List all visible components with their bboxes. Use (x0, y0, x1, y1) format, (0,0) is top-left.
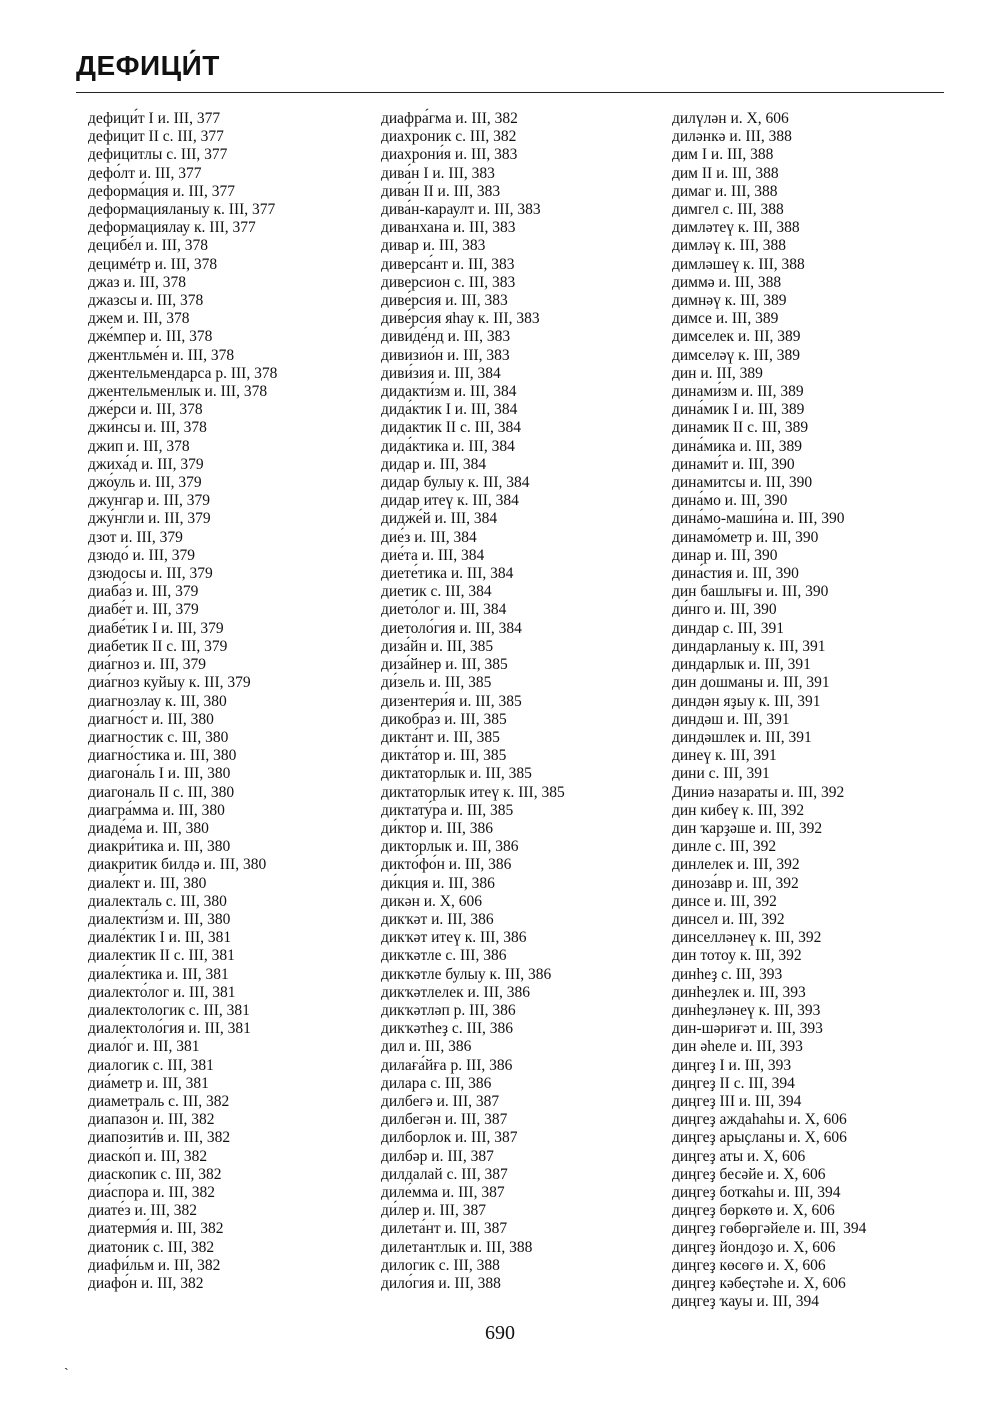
index-entry: дие́з и. III, 384 (381, 528, 477, 546)
index-entry: диңгеҙ боткаһы и. III, 394 (672, 1183, 841, 1201)
index-entry: диабе́тик I и. III, 379 (88, 619, 224, 637)
index-entry: джи́нсы и. III, 378 (88, 419, 207, 437)
index-entry: диалекти́зм и. III, 380 (88, 910, 231, 928)
index-entry: дива́н II и. III, 383 (381, 182, 501, 200)
index-entry: деформацияланыу к. III, 377 (88, 201, 276, 219)
index-entry: дилдалай с. III, 387 (381, 1165, 508, 1183)
index-entry: диафо́н и. III, 382 (88, 1275, 204, 1292)
index-entry: динсе и. III, 392 (672, 892, 777, 910)
index-entry: диктаторлык итеү к. III, 385 (381, 783, 565, 801)
index-entry: диетик с. III, 384 (381, 583, 492, 601)
index-entry: диа́гноз и. III, 379 (88, 656, 206, 674)
index-entry: дже́мпер и. III, 378 (88, 328, 213, 346)
index-entry: Диниә назараты и. III, 392 (672, 783, 845, 801)
index-entry: диза́йн и. III, 385 (381, 637, 494, 655)
index-entry: димсе и. III, 389 (672, 310, 779, 328)
index-entry: диалекто́лог и. III, 381 (88, 983, 236, 1001)
index-entry: дже́рси и. III, 378 (88, 401, 203, 419)
index-entry: дие́та и. III, 384 (381, 546, 485, 564)
index-entry: диа́гноз куйыу к. III, 379 (88, 674, 251, 692)
index-entry: дикән и. X, 606 (381, 892, 482, 910)
index-entry: диафра́гма и. III, 382 (381, 110, 518, 127)
index-entry: диве́рсия яһау к. III, 383 (381, 310, 540, 328)
index-column-1 (88, 110, 277, 1293)
index-entry: дзюдо́ и. III, 379 (88, 546, 196, 564)
index-entry: динамик II с. III, 389 (672, 419, 809, 437)
index-entry: диңгеҙ III и. III, 394 (672, 1092, 802, 1110)
index-entry: диагно́ст и. III, 380 (88, 710, 214, 728)
index-entry: джем и. III, 378 (88, 310, 190, 328)
index-entry: ди́ктор и. III, 386 (381, 819, 493, 837)
index-entry: диаско́п и. III, 382 (88, 1147, 208, 1165)
index-entry: деформа́ция и. III, 377 (88, 182, 235, 200)
index-entry: динһеҙләнеү к. III, 393 (672, 1001, 821, 1019)
index-entry: динамитсы и. III, 390 (672, 474, 813, 492)
index-entry: диало́г и. III, 381 (88, 1038, 200, 1056)
index-entry: диаде́ма и. III, 380 (88, 819, 209, 837)
index-entry: дидар и. III, 384 (381, 455, 487, 473)
index-entry: диахрони́я и. III, 383 (381, 146, 518, 164)
index-entry: дидактик II с. III, 384 (381, 419, 522, 437)
index-entry: дзот и. III, 379 (88, 528, 183, 546)
index-entry: дивар и. III, 383 (381, 237, 486, 255)
index-entry: диале́ктик I и. III, 381 (88, 929, 232, 947)
index-entry: диңгеҙ кәбеҫтәһе и. X, 606 (672, 1275, 846, 1292)
index-entry: ди́лер и. III, 387 (381, 1202, 486, 1220)
index-entry: димселек и. III, 389 (672, 328, 801, 346)
index-entry: дилогик с. III, 388 (381, 1256, 500, 1274)
index-entry: диңгеҙ бесәйе и. X, 606 (672, 1165, 826, 1183)
index-entry: диабе́т и. III, 379 (88, 601, 199, 619)
header-rule (76, 92, 944, 93)
index-entry: диагона́ль I и. III, 380 (88, 765, 231, 783)
index-entry: диңгеҙ аждаһаһы и. X, 606 (672, 1111, 847, 1129)
index-entry: диләнкә и. III, 388 (672, 128, 792, 146)
index-entry: диви́зия и. III, 384 (381, 364, 501, 382)
index-entry: диндарлык и. III, 391 (672, 656, 811, 674)
index-entry: диабетик II с. III, 379 (88, 637, 228, 655)
index-entry: динеү к. III, 391 (672, 747, 777, 765)
index-entry: диңгеҙ бөркөтө и. X, 606 (672, 1202, 835, 1220)
index-entry: диагно́стика и. III, 380 (88, 747, 237, 765)
index-entry: дивизио́н и. III, 383 (381, 346, 510, 364)
index-entry: диатоник с. III, 382 (88, 1238, 215, 1256)
index-entry: дикҡәтлелек и. III, 386 (381, 983, 531, 1001)
index-entry: дилбегә и. III, 387 (381, 1092, 500, 1110)
index-entry: диакри́тика и. III, 380 (88, 838, 231, 856)
index-entry: диверсион с. III, 383 (381, 273, 516, 291)
index-entry: дидакти́зм и. III, 384 (381, 383, 517, 401)
index-entry: джу́нгли и. III, 379 (88, 510, 211, 528)
index-entry: дизентери́я и. III, 385 (381, 692, 522, 710)
index-entry: диаметраль с. III, 382 (88, 1092, 230, 1110)
index-entry: диңгеҙ көсөгө и. X, 606 (672, 1256, 826, 1274)
index-entry: диате́з и. III, 382 (88, 1202, 198, 1220)
index-entry: джиха́д и. III, 379 (88, 455, 204, 473)
index-entry: диаскопик с. III, 382 (88, 1165, 222, 1183)
index-entry: дикҡәтләп р. III, 386 (381, 1001, 516, 1019)
index-entry: джунгар и. III, 379 (88, 492, 211, 510)
index-entry: динле с. III, 392 (672, 838, 777, 856)
index-entry: дина́мо-маши́на и. III, 390 (672, 510, 845, 528)
index-entry: дин башлығы и. III, 390 (672, 583, 829, 601)
index-entry: диверса́нт и. III, 383 (381, 255, 515, 273)
index-entry: дикобра́з и. III, 385 (381, 710, 507, 728)
index-entry: дикҡәт итеү к. III, 386 (381, 929, 527, 947)
index-entry: диңгеҙ I и. III, 393 (672, 1056, 792, 1074)
index-entry: динсел и. III, 392 (672, 910, 785, 928)
index-entry: диңгеҙ гөбөргәйеле и. III, 394 (672, 1220, 867, 1238)
index-entry: диве́рсия и. III, 383 (381, 292, 508, 310)
index-entry: димләтеү к. III, 388 (672, 219, 800, 237)
index-entry: диндәшлек и. III, 391 (672, 728, 812, 746)
index-column-3 (672, 110, 866, 1311)
index-entry: дим I и. III, 388 (672, 146, 774, 164)
index-entry: дим II и. III, 388 (672, 164, 779, 182)
index-entry: дило́гия и. III, 388 (381, 1275, 501, 1292)
index-entry: диале́ктика и. III, 381 (88, 965, 229, 983)
index-entry: диетоло́гия и. III, 384 (381, 619, 522, 637)
index-entry: димнәү к. III, 389 (672, 292, 787, 310)
index-entry: диктату́ра и. III, 385 (381, 801, 514, 819)
index-entry: диагональ II с. III, 380 (88, 783, 235, 801)
index-entry: дин тотоу к. III, 392 (672, 947, 802, 965)
index-entry: диаба́з и. III, 379 (88, 583, 199, 601)
index-entry: диндарланыу к. III, 391 (672, 637, 826, 655)
index-entry: диалогик с. III, 381 (88, 1056, 214, 1074)
index-entry: дилара с. III, 386 (381, 1074, 492, 1092)
index-entry: дин и. III, 389 (672, 364, 763, 382)
index-entry: дин кибеү к. III, 392 (672, 801, 805, 819)
index-entry: диалектологик с. III, 381 (88, 1001, 250, 1019)
index-entry: дилбәр и. III, 387 (381, 1147, 494, 1165)
index-entry: диа́метр и. III, 381 (88, 1074, 209, 1092)
index-entry: дин ҡарҙәше и. III, 392 (672, 819, 823, 837)
index-entry: дилаға́йға р. III, 386 (381, 1056, 513, 1074)
index-entry: дини с. III, 391 (672, 765, 770, 783)
index-entry: дина́мо и. III, 390 (672, 492, 788, 510)
index-entry: диакритик билдә и. III, 380 (88, 856, 267, 874)
index-entry: диле́мма и. III, 387 (381, 1183, 505, 1201)
index-entry: дилетантлык и. III, 388 (381, 1238, 533, 1256)
index-entry: дина́мика и. III, 389 (672, 437, 803, 455)
index-column-2 (381, 110, 565, 1293)
index-entry: диатерми́я и. III, 382 (88, 1220, 224, 1238)
index-entry: димләү к. III, 388 (672, 237, 786, 255)
index-entry: дидже́й и. III, 384 (381, 510, 498, 528)
index-entry: диңгеҙ ҡауы и. III, 394 (672, 1293, 820, 1311)
index-entry: дидар булыу к. III, 384 (381, 474, 530, 492)
index-entry: диноза́вр и. III, 392 (672, 874, 799, 892)
index-entry: дикҡәтһеҙ с. III, 386 (381, 1020, 513, 1038)
index-entry: дието́лог и. III, 384 (381, 601, 507, 619)
index-entry: децибе́л и. III, 378 (88, 237, 209, 255)
index-entry: дилета́нт и. III, 387 (381, 1220, 508, 1238)
index-entry: динлелек и. III, 392 (672, 856, 800, 874)
index-entry: диндар с. III, 391 (672, 619, 784, 637)
index-entry: деформациялау к. III, 377 (88, 219, 256, 237)
index-entry: диви́де́нд и. III, 383 (381, 328, 511, 346)
index-entry: диммә и. III, 388 (672, 273, 782, 291)
index-entry: дина́стия и. III, 390 (672, 565, 799, 583)
index-entry: диалектоло́гия и. III, 381 (88, 1020, 251, 1038)
index-entry: динамо́метр и. III, 390 (672, 528, 819, 546)
index-entry: дива́н-караулт и. III, 383 (381, 201, 541, 219)
index-entry: децимéтр и. III, 378 (88, 255, 218, 273)
index-entry: дин-шәриғәт и. III, 393 (672, 1020, 823, 1038)
index-entry: дин дошманы и. III, 391 (672, 674, 830, 692)
index-entry: дикторлык и. III, 386 (381, 838, 519, 856)
index-entry: диалекталь с. III, 380 (88, 892, 227, 910)
index-entry: дзюдосы и. III, 379 (88, 565, 213, 583)
index-entry: джип и. III, 378 (88, 437, 190, 455)
index-entry: ди́кция и. III, 386 (381, 874, 495, 892)
index-entry: дикта́нт и. III, 385 (381, 728, 500, 746)
index-entry: динселләнеү к. III, 392 (672, 929, 822, 947)
index-entry: джентельменлык и. III, 378 (88, 383, 268, 401)
index-entry: диңгеҙ йондоҙо и. X, 606 (672, 1238, 836, 1256)
index-entry: диңгеҙ аты и. X, 606 (672, 1147, 806, 1165)
index-entry: дилборлок и. III, 387 (381, 1129, 518, 1147)
index-entry: диңгеҙ арыҫланы и. X, 606 (672, 1129, 847, 1147)
index-entry: джентельмендарса р. III, 378 (88, 364, 278, 382)
index-entry: дефицит II с. III, 377 (88, 128, 224, 146)
index-entry: диза́йнер и. III, 385 (381, 656, 508, 674)
index-entry: джентльме́н и. III, 378 (88, 346, 235, 364)
index-entry: дида́ктик I и. III, 384 (381, 401, 518, 419)
index-entry: динар и. III, 390 (672, 546, 778, 564)
index-entry: диндәш и. III, 391 (672, 710, 790, 728)
index-entry: дефо́лт и. III, 377 (88, 164, 202, 182)
index-entry: ди́зель и. III, 385 (381, 674, 492, 692)
index-entry: дин әһеле и. III, 393 (672, 1038, 803, 1056)
index-entry: ди́нго и. III, 390 (672, 601, 777, 619)
page-number: 690 (485, 1322, 515, 1344)
index-entry: диафи́льм и. III, 382 (88, 1256, 221, 1274)
index-entry: дикҡәтле булыу к. III, 386 (381, 965, 552, 983)
index-entry: диванхана и. III, 383 (381, 219, 516, 237)
index-entry: дилүлән и. X, 606 (672, 110, 789, 127)
index-entry: дикто́фо́н и. III, 386 (381, 856, 512, 874)
index-entry: дикҡәт и. III, 386 (381, 910, 494, 928)
index-entry: динһеҙлек и. III, 393 (672, 983, 806, 1001)
index-entry: диале́кт и. III, 380 (88, 874, 207, 892)
index-entry: джазсы и. III, 378 (88, 292, 204, 310)
index-entry: димләшеү к. III, 388 (672, 255, 805, 273)
index-entry: диапозити́в и. III, 382 (88, 1129, 231, 1147)
index-entry: диа́спора и. III, 382 (88, 1183, 216, 1201)
index-entry: дида́ктика и. III, 384 (381, 437, 515, 455)
index-entry: диагностик с. III, 380 (88, 728, 229, 746)
index-entry: димгел с. III, 388 (672, 201, 784, 219)
index-entry: дина́мик I и. III, 389 (672, 401, 805, 419)
index-entry: динһеҙ с. III, 393 (672, 965, 783, 983)
page-title: ДЕФИЦИ́Т (76, 50, 220, 81)
index-entry: диагнозлау к. III, 380 (88, 692, 227, 710)
index-entry: джо́уль и. III, 379 (88, 474, 202, 492)
index-entry: диагра́мма и. III, 380 (88, 801, 225, 819)
index-entry: диндән яҙыу к. III, 391 (672, 692, 821, 710)
index-entry: диктаторлык и. III, 385 (381, 765, 532, 783)
index-entry: дилбегән и. III, 387 (381, 1111, 508, 1129)
index-entry: диете́тика и. III, 384 (381, 565, 514, 583)
stray-mark: ˎ (64, 1356, 69, 1371)
index-entry: диахроник с. III, 382 (381, 128, 517, 146)
index-entry: динами́т и. III, 390 (672, 455, 795, 473)
index-entry: дикта́тор и. III, 385 (381, 747, 507, 765)
index-entry: дива́н I и. III, 383 (381, 164, 495, 182)
index-entry: дефици́т I и. III, 377 (88, 110, 221, 127)
index-entry: дидар итеү к. III, 384 (381, 492, 519, 510)
index-entry: димселәү к. III, 389 (672, 346, 800, 364)
index-entry: диапазо́н и. III, 382 (88, 1111, 215, 1129)
index-entry: джаз и. III, 378 (88, 273, 187, 291)
index-entry: диңгеҙ II с. III, 394 (672, 1074, 795, 1092)
index-entry: дефицитлы с. III, 377 (88, 146, 228, 164)
index-entry: диалектик II с. III, 381 (88, 947, 235, 965)
index-entry: дил и. III, 386 (381, 1038, 472, 1056)
index-entry: дикҡәтле с. III, 386 (381, 947, 507, 965)
index-entry: динами́зм и. III, 389 (672, 383, 804, 401)
index-entry: димаг и. III, 388 (672, 182, 778, 200)
